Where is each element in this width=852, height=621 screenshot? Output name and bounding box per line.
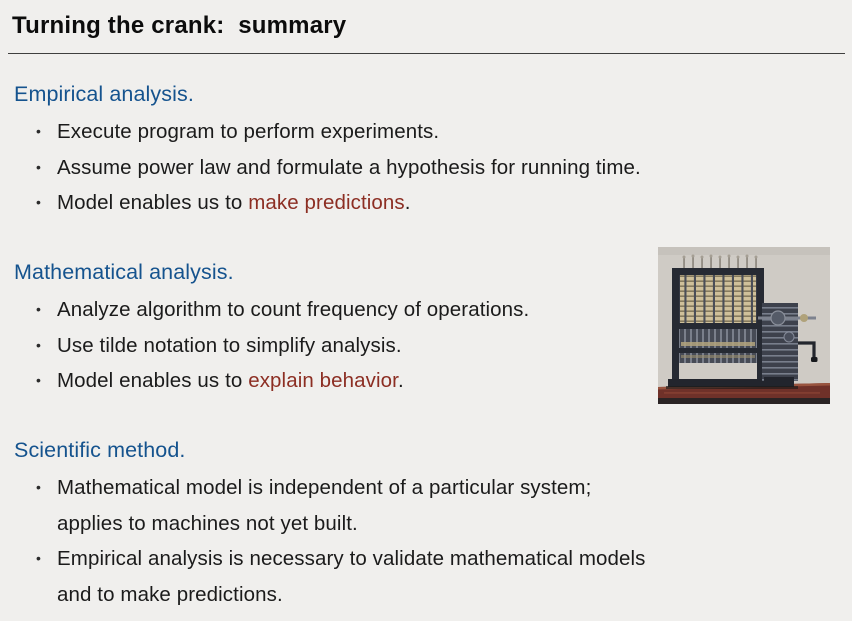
list-item: [36, 185, 641, 221]
title-divider: [8, 53, 845, 54]
list-item: [36, 292, 529, 328]
section-heading-scientific: Scientific method.: [14, 438, 186, 462]
bullet-icon: •: [36, 336, 42, 353]
list-item: [36, 114, 641, 150]
bullet-icon: •: [36, 372, 42, 389]
list-item: [36, 150, 641, 186]
bullet-text: Empirical analysis is necessary to validate mathematical models: [57, 547, 646, 571]
bullet-icon: •: [36, 158, 42, 175]
bullet-icon: •: [36, 550, 42, 567]
bullet-text: Model enables us to: [57, 369, 249, 393]
bullet-text: and to make predictions.: [57, 583, 283, 607]
bullet-text: Analyze algorithm to count frequency of operations.: [57, 298, 530, 321]
list-item: [36, 363, 529, 399]
section-heading-empirical: Empirical analysis.: [14, 82, 194, 106]
bullet-list-scientific: [36, 470, 646, 613]
bullet-text: Execute program to perform experiments.: [57, 120, 440, 143]
highlighted-phrase: make predictions: [248, 191, 405, 215]
bullet-list-empirical: [36, 114, 641, 221]
bullet-icon: •: [36, 194, 42, 211]
bullet-text: Model enables us to: [57, 191, 249, 215]
bullet-icon: •: [36, 123, 42, 139]
bullet-text: Assume power law and formulate a hypothesis for running time.: [57, 155, 641, 179]
bullet-text: applies to machines not yet built.: [57, 511, 358, 535]
bullet-list-mathematical: [36, 292, 529, 399]
bullet-icon: •: [36, 479, 42, 495]
bullet-text: .: [404, 191, 411, 215]
slide-title: Turning the crank: summary: [12, 12, 347, 39]
section-heading-mathematical: Mathematical analysis.: [14, 260, 234, 284]
list-item: [36, 470, 646, 541]
bullet-text: Mathematical model is independent of a particular system;: [57, 476, 592, 499]
list-item: [36, 541, 646, 612]
bullet-icon: •: [36, 301, 42, 317]
bullet-text: Use tilde notation to simplify analysis.: [57, 333, 402, 357]
list-item: [36, 328, 529, 364]
bullet-text: .: [397, 369, 404, 393]
highlighted-phrase: explain behavior: [248, 369, 398, 393]
difference-engine-photo: [658, 247, 830, 404]
